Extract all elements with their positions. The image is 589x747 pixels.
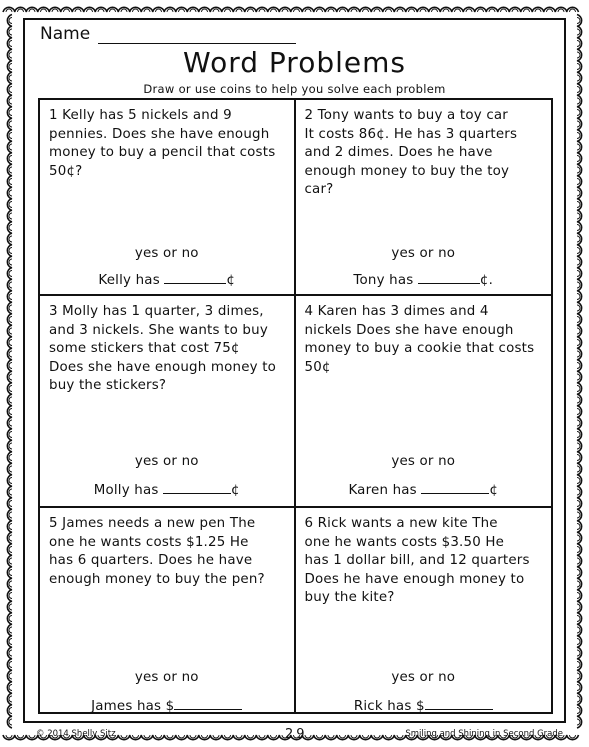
name-blank[interactable] (98, 27, 296, 44)
scallop-shell (348, 7, 360, 12)
scallop-shell (325, 7, 337, 12)
scallop-shell (577, 325, 582, 337)
scallop-shell (348, 735, 360, 740)
scallop-shell (577, 130, 582, 142)
scallop-shell (371, 735, 383, 740)
scallop-shell (577, 210, 582, 222)
scallop-shell (577, 498, 582, 510)
scallop-shell (7, 452, 12, 464)
scallop-shell (394, 735, 406, 740)
problem-cell-4 (296, 296, 552, 508)
scallop-shell (61, 7, 73, 12)
scallop-shell (7, 348, 12, 360)
scallop-shell (7, 394, 12, 406)
answer-blank[interactable] (164, 270, 226, 284)
scallop-shell (7, 107, 12, 119)
scallop-shell (245, 7, 257, 12)
scallop-shell (7, 463, 12, 475)
scallop-shell (577, 429, 582, 441)
scallop-shell (555, 7, 567, 12)
scallop-shell (532, 7, 544, 12)
scallop-shell (577, 601, 582, 613)
scallop-shell (7, 670, 12, 682)
scallop-shell (577, 624, 582, 636)
answer-line (40, 480, 294, 501)
answer-suffix: ¢ (231, 483, 240, 498)
scallop-shell (577, 279, 582, 291)
scallop-shell (26, 7, 38, 12)
scallop-shell (577, 578, 582, 590)
scallop-shell (577, 107, 582, 119)
answer-line (40, 270, 294, 291)
scallop-shell (187, 7, 199, 12)
scallop-shell (7, 95, 12, 107)
scallop-shell (577, 647, 582, 659)
answer-prefix: Rick has $ (353, 699, 425, 714)
scallop-shell (7, 268, 12, 280)
yes-no-choice[interactable]: yes or no (134, 670, 199, 685)
scallop-shell (463, 7, 475, 12)
scallop-shell (577, 475, 582, 487)
scallop-shell (577, 176, 582, 188)
scallop-shell (7, 26, 12, 38)
scallop-shell (222, 7, 234, 12)
scallop-shell (577, 440, 582, 452)
scallop-shell (577, 486, 582, 498)
scallop-shell (486, 7, 498, 12)
scallop-shell (176, 7, 188, 12)
answer-blank[interactable] (421, 480, 489, 494)
scallop-shell (7, 245, 12, 257)
scallop-shell (440, 7, 452, 12)
scallop-shell (7, 601, 12, 613)
scallop-shell (7, 314, 12, 326)
scallop-shell (233, 7, 245, 12)
scallop-shell (7, 693, 12, 705)
answer-line (296, 480, 552, 501)
scallop-shell (577, 153, 582, 165)
scallop-shell (7, 118, 12, 130)
answer-suffix: ¢ (226, 273, 236, 288)
problem-cell-1 (40, 100, 296, 296)
scallop-shell (38, 7, 50, 12)
brand-note: Smiling and Shining in Second Grade (405, 729, 563, 739)
scallop-shell (577, 555, 582, 567)
scallop-shell (7, 705, 12, 717)
problem-text: 2 Tony wants to buy a toy car It costs 86¢. He has 3 quarters and 2 dimes. Does he have enough money to buy the toy car? (304, 108, 518, 197)
answer-prefix: Karen has (348, 483, 422, 498)
problem-text: 4 Karen has 3 dimes and 4 nickels Does she have enough money to buy a cookie that costs 50¢ (304, 304, 535, 375)
scallop-shell (417, 7, 429, 12)
problem-text: 6 Rick wants a new kite The one he wants costs $3.50 He has 1 dollar bill, and 12 quarters Does he have enough money to buy the kite? (304, 516, 530, 605)
scallop-shell (7, 164, 12, 176)
scallop-shell (7, 210, 12, 222)
scallop-shell (7, 509, 12, 521)
scallop-shell (577, 26, 582, 38)
scallop-shell (383, 7, 395, 12)
scallop-shell (577, 95, 582, 107)
scallop-shell (577, 682, 582, 694)
answer-suffix: ¢. (479, 273, 494, 288)
scallop-shell (199, 7, 211, 12)
scallop-shell (577, 544, 582, 556)
scallop-shell (383, 735, 395, 740)
scallop-shell (118, 735, 130, 740)
scallop-shell (130, 735, 142, 740)
scallop-shell (577, 670, 582, 682)
scallop-shell (577, 452, 582, 464)
scallop-shell (577, 199, 582, 211)
scallop-shell (7, 337, 12, 349)
scallop-shell (164, 7, 176, 12)
scallop-shell (577, 222, 582, 234)
answer-prefix: Tony has (353, 273, 418, 288)
scallop-shell (7, 256, 12, 268)
answer-blank[interactable] (425, 696, 493, 710)
name-label: Name (40, 24, 91, 44)
scallop-shell (577, 567, 582, 579)
scallop-shell (3, 7, 15, 12)
scallop-shell (509, 7, 521, 12)
scallop-shell (245, 735, 257, 740)
scallop-shell (153, 735, 165, 740)
scallop-shell (7, 716, 12, 728)
scallop-shell (577, 164, 582, 176)
scallop-shell (233, 735, 245, 740)
scallop-shell (15, 7, 27, 12)
scallop-shell (7, 440, 12, 452)
problem-cell-6 (296, 508, 552, 712)
scallop-shell (279, 7, 291, 12)
scallop-shell (577, 613, 582, 625)
scallop-shell (7, 233, 12, 245)
scallop-shell (210, 735, 222, 740)
scallop-shell (577, 590, 582, 602)
scallop-shell (7, 325, 12, 337)
scallop-shell (577, 245, 582, 257)
scallop-shell (7, 624, 12, 636)
scallop-shell (577, 141, 582, 153)
problem-text: 5 James needs a new pen The one he wants costs $1.25 He has 6 quarters. Does he have enough money to buy the pen? (49, 516, 265, 587)
problem-text: 1 Kelly has 5 nickels and 9 pennies. Does she have enough money to buy a pencil that costs 50¢? (49, 108, 276, 179)
scallop-shell (452, 7, 464, 12)
scallop-shell (7, 555, 12, 567)
scallop-shell (567, 7, 579, 12)
yes-no-choice[interactable]: yes or no (391, 670, 456, 685)
scallop-shell (371, 7, 383, 12)
copyright-note: © 2014 Shelly Sitz (36, 729, 116, 739)
scallop-shell (302, 7, 314, 12)
answer-blank[interactable] (418, 270, 480, 284)
problem-text: 3 Molly has 1 quarter, 3 dimes, and 3 nickels. She wants to buy some stickers that cost 75¢ Does she have enough money to buy the stickers? (49, 304, 277, 393)
scallop-shell (164, 735, 176, 740)
scallop-shell (498, 7, 510, 12)
scallop-shell (7, 521, 12, 533)
scallop-shell (7, 15, 12, 27)
scallop-shell (577, 716, 582, 728)
scallop-shell (130, 7, 142, 12)
answer-blank[interactable] (174, 696, 242, 710)
scallop-shell (7, 417, 12, 429)
scallop-shell (72, 7, 84, 12)
scallop-shell (49, 7, 61, 12)
yes-no-choice[interactable]: yes or no (391, 454, 456, 469)
answer-line (296, 696, 552, 717)
scallop-shell (7, 291, 12, 303)
scallop-shell (256, 735, 268, 740)
scallop-shell (577, 394, 582, 406)
scallop-shell (95, 7, 107, 12)
answer-blank[interactable] (163, 480, 231, 494)
scallop-shell (291, 7, 303, 12)
scallop-shell (256, 7, 268, 12)
scallop-shell (577, 383, 582, 395)
problem-grid (38, 98, 553, 714)
page-subtitle: Draw or use coins to help you solve each problem (143, 82, 446, 96)
scallop-shell (577, 348, 582, 360)
scallop-shell (187, 735, 199, 740)
scallop-shell (7, 590, 12, 602)
scallop-shell (544, 7, 556, 12)
scallop-shell (199, 735, 211, 740)
scallop-shell (577, 705, 582, 717)
scallop-shell (337, 7, 349, 12)
scallop-shell (7, 130, 12, 142)
yes-no-choice[interactable]: yes or no (391, 246, 456, 261)
scallop-shell (118, 7, 130, 12)
scallop-shell (577, 532, 582, 544)
scallop-shell (360, 7, 372, 12)
scallop-shell (268, 7, 280, 12)
scallop-shell (84, 7, 96, 12)
yes-no-choice[interactable]: yes or no (134, 454, 199, 469)
scallop-shell (577, 360, 582, 372)
problem-cell-3 (40, 296, 296, 508)
scallop-shell (360, 735, 372, 740)
scallop-shell (7, 383, 12, 395)
scallop-shell (153, 7, 165, 12)
scallop-shell (7, 302, 12, 314)
scallop-shell (7, 187, 12, 199)
scallop-shell (7, 153, 12, 165)
scallop-shell (577, 406, 582, 418)
scallop-shell (141, 735, 153, 740)
answer-prefix: James has $ (91, 699, 175, 714)
scallop-shell (268, 735, 280, 740)
scallop-shell (406, 7, 418, 12)
scallop-shell (7, 279, 12, 291)
scallop-shell (337, 735, 349, 740)
scallop-shell (577, 521, 582, 533)
answer-suffix: ¢ (489, 483, 499, 498)
scallop-shell (7, 613, 12, 625)
answer-line (40, 696, 294, 717)
scallop-shell (7, 486, 12, 498)
scallop-shell (7, 682, 12, 694)
scallop-shell (107, 7, 119, 12)
scallop-shell (314, 735, 326, 740)
scallop-shell (577, 337, 582, 349)
scallop-shell (577, 693, 582, 705)
answer-line (296, 270, 552, 291)
scallop-shell (577, 291, 582, 303)
scallop-shell (577, 314, 582, 326)
scallop-shell (394, 7, 406, 12)
scallop-shell (141, 7, 153, 12)
scallop-shell (521, 7, 533, 12)
scallop-shell (577, 187, 582, 199)
scallop-shell (577, 463, 582, 475)
scallop-shell (7, 636, 12, 648)
page-number: 29 (285, 727, 308, 742)
scallop-shell (7, 176, 12, 188)
scallop-shell (577, 509, 582, 521)
scallop-shell (7, 406, 12, 418)
yes-no-choice[interactable]: yes or no (134, 246, 199, 261)
problem-cell-2 (296, 100, 552, 296)
scallop-shell (577, 659, 582, 671)
scallop-shell (429, 7, 441, 12)
scallop-shell (577, 302, 582, 314)
scallop-shell (7, 199, 12, 211)
scallop-shell (577, 636, 582, 648)
scallop-shell (314, 7, 326, 12)
scallop-shell (577, 417, 582, 429)
scallop-shell (577, 15, 582, 27)
answer-prefix: Kelly has (98, 273, 165, 288)
name-row (40, 24, 296, 44)
scallop-shell (577, 233, 582, 245)
scallop-shell (176, 735, 188, 740)
scallop-shell (7, 429, 12, 441)
scallop-shell (3, 735, 15, 740)
scallop-shell (475, 7, 487, 12)
scallop-shell (15, 735, 27, 740)
scallop-shell (7, 360, 12, 372)
scallop-shell (210, 7, 222, 12)
scallop-shell (7, 222, 12, 234)
scallop-shell (7, 141, 12, 153)
scallop-shell (7, 567, 12, 579)
scallop-shell (7, 578, 12, 590)
scallop-shell (7, 371, 12, 383)
problem-cell-5 (40, 508, 296, 712)
scallop-shell (7, 659, 12, 671)
scallop-shell (577, 268, 582, 280)
scallop-shell (577, 118, 582, 130)
scallop-shell (7, 498, 12, 510)
scallop-shell (577, 256, 582, 268)
scallop-shell (325, 735, 337, 740)
scallop-shell (7, 647, 12, 659)
scallop-shell (7, 475, 12, 487)
scallop-shell (567, 735, 579, 740)
answer-prefix: Molly has (93, 483, 164, 498)
scallop-shell (7, 544, 12, 556)
scallop-shell (222, 735, 234, 740)
scallop-shell (577, 371, 582, 383)
page-title: Word Problems (183, 46, 406, 79)
scallop-shell (7, 532, 12, 544)
